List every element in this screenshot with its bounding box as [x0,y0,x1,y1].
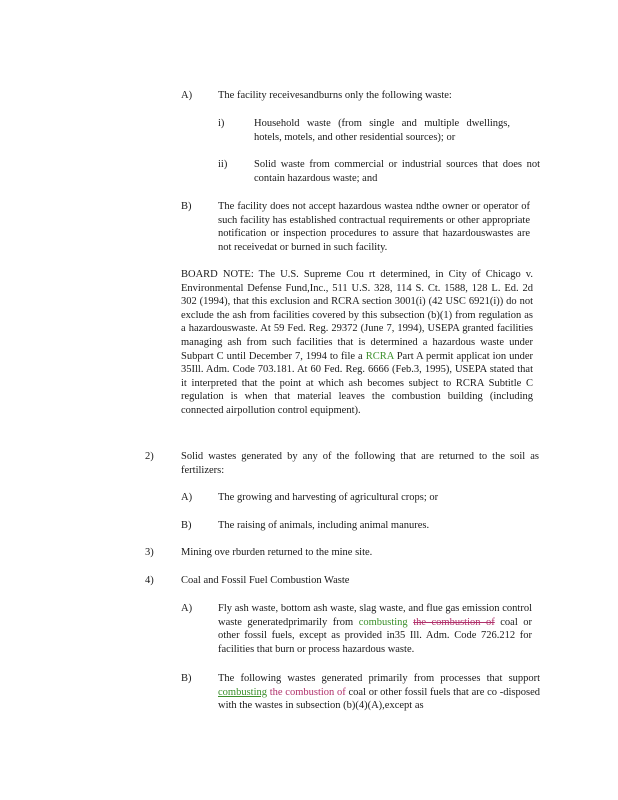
section-4a-insertion: combusting [358,616,408,628]
item-b-text: The facility does not accept hazardous wastea ndthe owner or operator of such facility has established contractual requirements or other appropriate notification or inspection procedures to assure that hazardouswastes are not receivedat or burned in such facility. [218,201,530,253]
section-4a-text-2: coal or other fossil fuels, except as provided in35 Ill. Adm. Code 726.212 for facilities that burn or process hazardous waste. [218,616,532,655]
section-2-text: Solid wastes generated by any of the following that are returned to the soil as fertilizers: [181,451,539,476]
item-ii-text: Solid waste from commercial or industrial sources that does not contain hazardous waste; and [254,159,540,184]
item-a-text: The facility receivesandburns only the following waste: [218,90,452,101]
section-4b-marker: B) [181,673,192,684]
item-ii-marker: ii) [218,159,228,170]
section-2-marker: 2) [145,451,154,462]
item-a-marker: A) [181,90,193,101]
section-4b-text [218,672,540,713]
section-4a-deletion: the combustion of [413,616,495,628]
section-4a-text-1: Fly ash waste, bottom ash waste, slag waste, and flue gas emission control waste generatedprimarily from [218,603,532,628]
section-3-marker: 3) [145,547,154,558]
board-note-text-after: Part A permit applicat ion under 35Ill. Adm. Code 703.181. At 60 Fed. Reg. 6666 (Feb.3, 1995), USEPA stated that it interpreted that the point at which ash becomes subject to RCRA Subtitle C regulation is when that material leaves the combustion building (including connected airpollution control equipment). [181,350,533,416]
section-4a-text [218,602,532,656]
board-note-text-before: BOARD NOTE: The U.S. Supreme Cou rt determined, in City of Chicago v. Environmental Defense Fund,Inc., 511 U.S. 328, 114 S. Ct. 1588, 128 L. Ed. 2d 302 (1994), that this exclusion and RCRA section 3001(i) (42 USC 6921(i)) do not exclude the ash from facilities covered by this subsection (b)(1) from regulation as a hazardouswaste. At 59 Fed. Reg. 29372 (June 7, 1994), USEPA granted facilities managing ash from such facilities that is determined a hazardous waste under Subpart C until December 7, 1994 to file a [181,269,533,362]
section-2b-text: The raising of animals, including animal manures. [218,520,430,531]
section-4-text: Coal and Fossil Fuel Combustion Waste [181,575,350,586]
item-i-text: Household waste (from single and multiple dwellings, hotels, motels, and other residential sources); or [254,118,510,143]
section-2a-marker: A) [181,492,193,503]
section-4a-marker: A) [181,603,193,614]
section-2a-text: The growing and harvesting of agricultural crops; or [218,492,439,503]
item-b-marker: B) [181,201,192,212]
section-4b-text-2: coal or other fossil fuels that are co -disposed with the wastes in subsection (b)(4)(A),except as [218,686,540,712]
section-4-marker: 4) [145,575,154,586]
section-4b-deletion: the combustion of [269,686,346,698]
section-4b-text-1: The following wastes generated primarily from processes that support [218,673,540,684]
board-note-insertion: RCRA [365,350,394,362]
section-3-text: Mining ove rburden returned to the mine site. [181,547,373,558]
board-note [181,268,533,418]
section-2b-marker: B) [181,520,192,531]
section-4b-insertion: combusting [218,686,267,698]
item-i-marker: i) [218,118,225,129]
